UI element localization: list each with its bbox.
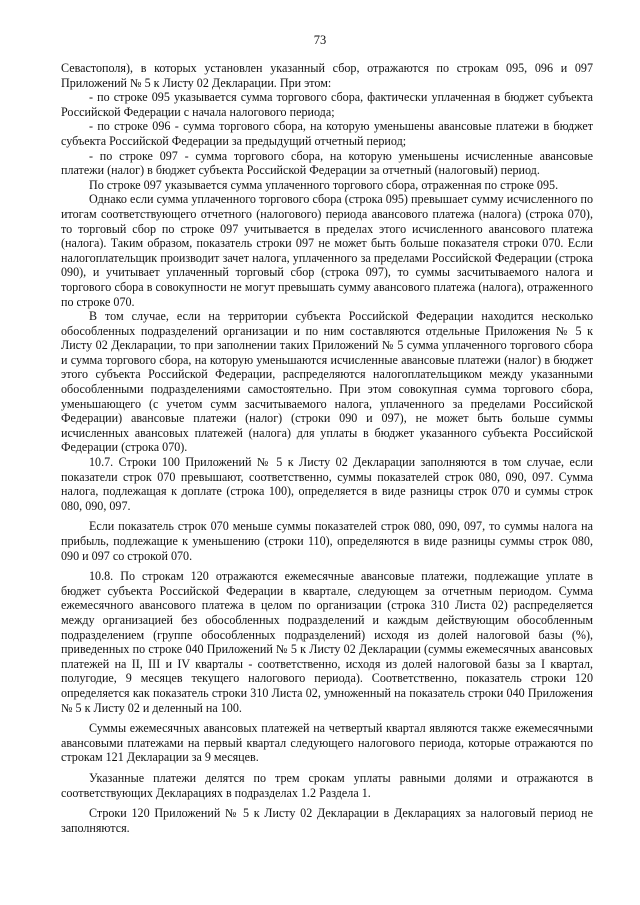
paragraph-payment-terms: Указанные платежи делятся по трем срокам уплаты равными долями и отражаются в соответствующих Декларациях в подразделах 1.2 Раздела 1.	[61, 770, 593, 800]
document-body	[61, 61, 593, 835]
list-item-line-096: - по строке 096 - сумма торгового сбора, на которую уменьшены авансовые платежи в бюджет субъекта Российской Федерации за предыдущий отчетный период;	[61, 119, 593, 148]
paragraph-trade-fee-limit: Однако если сумма уплаченного торгового сбора (строка 095) превышает сумму исчисленного по итогам соответствующего отчетного (налогового) периода авансового платежа (налога) (строка 070), то торговый сбор по строке 097 учитывается в пределах этого исчисленного авансового платежа (налога). Таким образом, показатель строки 097 не может быть больше показателя строки 070. Если налогоплательщик производит зачет налога, уплаченного за пределами Российской Федерации (строка 090), и учитывает уплаченный торговый сбор (строка 097), то суммы засчитываемого налога и торгового сбора в совокупности не могут превышать сумму авансового платежа (налога), отраженного по строке 070.	[61, 192, 593, 309]
list-item-line-097: - по строке 097 - сумма торгового сбора, на которую уменьшены исчисленные авансовые платежи (налог) в бюджет субъекта Российской Федерации за отчетный (налоговый) период.	[61, 148, 593, 178]
paragraph-continuation: Севастополя), в которых установлен указанный сбор, отражаются по строкам 095, 096 и 097 Приложений № 5 к Листу 02 Декларации. При этом:	[61, 61, 593, 90]
list-item-line-095: - по строке 095 указывается сумма торгового сбора, фактически уплаченная в бюджет субъекта Российской Федерации с начала налогового периода;	[61, 90, 593, 119]
paragraph-section-10-8: 10.8. По строкам 120 отражаются ежемесячные авансовые платежи, подлежащие уплате в бюджет субъекта Российской Федерации в квартале, следующем за отчетным периодом. Сумма ежемесячного авансового платежа в целом по организации (строка 310 Листа 02) распределяется между организацией без обособленных подразделений и каждым действующим обособленным подразделением (группе обособленных подразделений) исходя из долей налоговой базы (%), приведенных по строке 040 Приложений № 5 к Листу 02 Декларации (суммы ежемесячных авансовых платежей на II, III и IV кварталы - соответственно, исходя из долей налоговой базы за I квартал, полугодие, 9 месяцев текущего налогового периода). Соответственно, показатель строки 120 определяется как показатель строки 310 Листа 02, умноженный на показатель строки 040 Приложения № 5 к Листу 02 и деленный на 100.	[61, 569, 593, 715]
paragraph-fourth-quarter: Суммы ежемесячных авансовых платежей на четвертый квартал являются также ежемесячными авансовыми платежами на первый квартал следующего налогового периода, которые отражаются по строкам 121 Декларации за 9 месяцев.	[61, 721, 593, 765]
paragraph-section-10-7: 10.7. Строки 100 Приложений № 5 к Листу 02 Декларации заполняются в том случае, если показатели строк 070 превышают, соответственно, суммы показателей строк 080, 090, 097. Сумма налога, подлежащая к доплате (строка 100), определяется в виде разницы строк 070 и суммы строк 080, 090, 097.	[61, 455, 593, 513]
page-number: 73	[313, 33, 327, 47]
paragraph-line-110: Если показатель строк 070 меньше суммы показателей строк 080, 090, 097, то суммы налога на прибыль, подлежащие к уменьшению (строки 110), определяются в виде разницы суммы строк 080, 090 и 097 со строкой 070.	[61, 519, 593, 563]
paragraph-line-097-note: По строке 097 указывается сумма уплаченного торгового сбора, отраженная по строке 095.	[89, 177, 559, 192]
paragraph-line-120-note: Строки 120 Приложений № 5 к Листу 02 Декларации в Декларациях за налоговый период не заполняются.	[61, 806, 593, 835]
paragraph-separate-divisions: В том случае, если на территории субъекта Российской Федерации находится несколько обособленных подразделений организации и по ним составляются отдельные Приложения № 5 к Листу 02 Декларации, то при заполнении таких Приложений № 5 сумма уплаченного торгового сбора и сумма торгового сбора, на которую уменьшаются исчисленные авансовые платежи (налог) в бюджет этого субъекта Российской Федерации, распределяются налогоплательщиком между указанными обособленными подразделениями самостоятельно. При этом совокупная сумма торгового сбора, уменьшающего (с учетом сумм засчитываемого налога, уплаченного за пределами Российской Федерации) авансовые платежи (налог) (строки 090 и 097), не может быть больше суммы исчисленных авансовых платежей (налога) для уплаты в бюджет указанного субъекта Российской Федерации (строка 070).	[61, 309, 593, 455]
